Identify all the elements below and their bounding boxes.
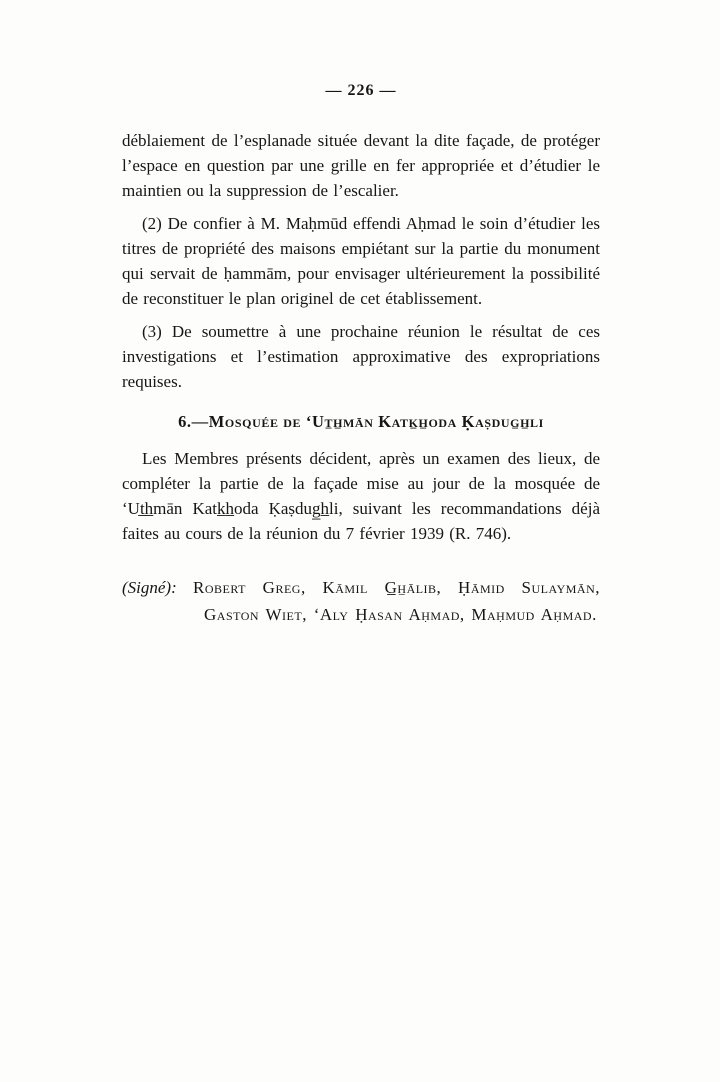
page-number: — 226 — [325,82,397,99]
section-heading: 6.—Mosquée de ‘Ut̲h̲mān Katk̲h̲oda Ḳaṣdug̲h̲li [178,412,544,431]
signature-block [122,574,600,628]
signature-label: (Signé): [122,578,193,597]
signature-names: Robert Greg, Kāmil G̲h̲ālib, Ḥāmid Sulaymān, Gaston Wiet, ‘Aly Ḥasan Aḥmad, Maḥmud Aḥmad. [193,578,600,624]
paragraph-item-3: (3) De soumettre à une prochaine réunion le résultat de ces investigations et l’estimation approximative des expropriations requises. [122,322,600,391]
paragraph-decision: Les Membres présents décident, après un examen des lieux, de compléter la partie de la façade mise au jour de la mosquée de ‘Ut̲h̲mān Katk̲h̲oda Ḳaṣdug̲h̲li, suivant les recommandations déjà faites au cours de la réunion du 7 février 1939 (R. 746). [122,449,600,543]
paragraph-continuation: déblaiement de l’esplanade située devant la dite façade, de protéger l’espace en question par une grille en fer appropriée et d’étudier le maintien ou la suppression de l’escalier. [122,131,600,200]
paragraph-item-2: (2) De confier à M. Maḥmūd effendi Aḥmad le soin d’étudier les titres de propriété des maisons empiétant sur la partie du monument qui servait de ḥammām, pour envisager ultérieurement la possibilité de reconstituer le plan originel de cet établissement. [122,214,600,308]
